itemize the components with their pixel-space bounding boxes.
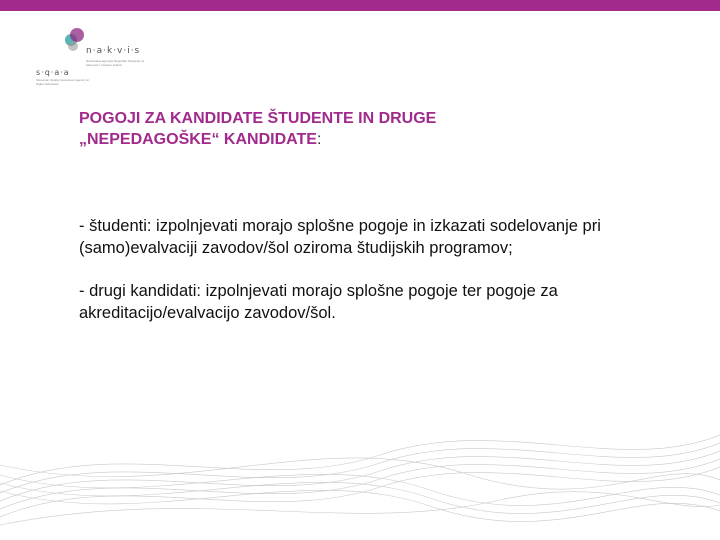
title-line-1: POGOJI ZA KANDIDATE ŠTUDENTE IN DRUGE: [79, 110, 437, 127]
slide-title: [79, 108, 679, 150]
logo-secondary-name: s·q·a·a: [36, 68, 70, 77]
logo-name: n·a·k·v·i·s: [86, 46, 141, 56]
logo-secondary-tagline: Slovenian Quality Assurance Agency for Higher Education: [36, 78, 90, 86]
title-line-2: „NEPEDAGOŠKE“ KANDIDATE: [79, 131, 317, 148]
bullet-studenti: - študenti: izpolnjevati morajo splošne pogoje in izkazati sodelovanje pri (samo)evalvaciji zavodov/šol oziroma študijskih programov;: [79, 217, 601, 257]
top-accent-bar: [0, 0, 720, 11]
bullet-drugi-kandidati: - drugi kandidati: izpolnjevati morajo splošne pogoje ter pogoje za akreditacijo/evalvacijo zavodov/šol.: [79, 282, 558, 322]
decorative-swirl-lines: [0, 395, 720, 540]
logo-tagline: Nacionalna agencija Republike Slovenije za kakovost v visokem šolstvu: [86, 59, 145, 67]
title-colon: :: [316, 131, 322, 148]
